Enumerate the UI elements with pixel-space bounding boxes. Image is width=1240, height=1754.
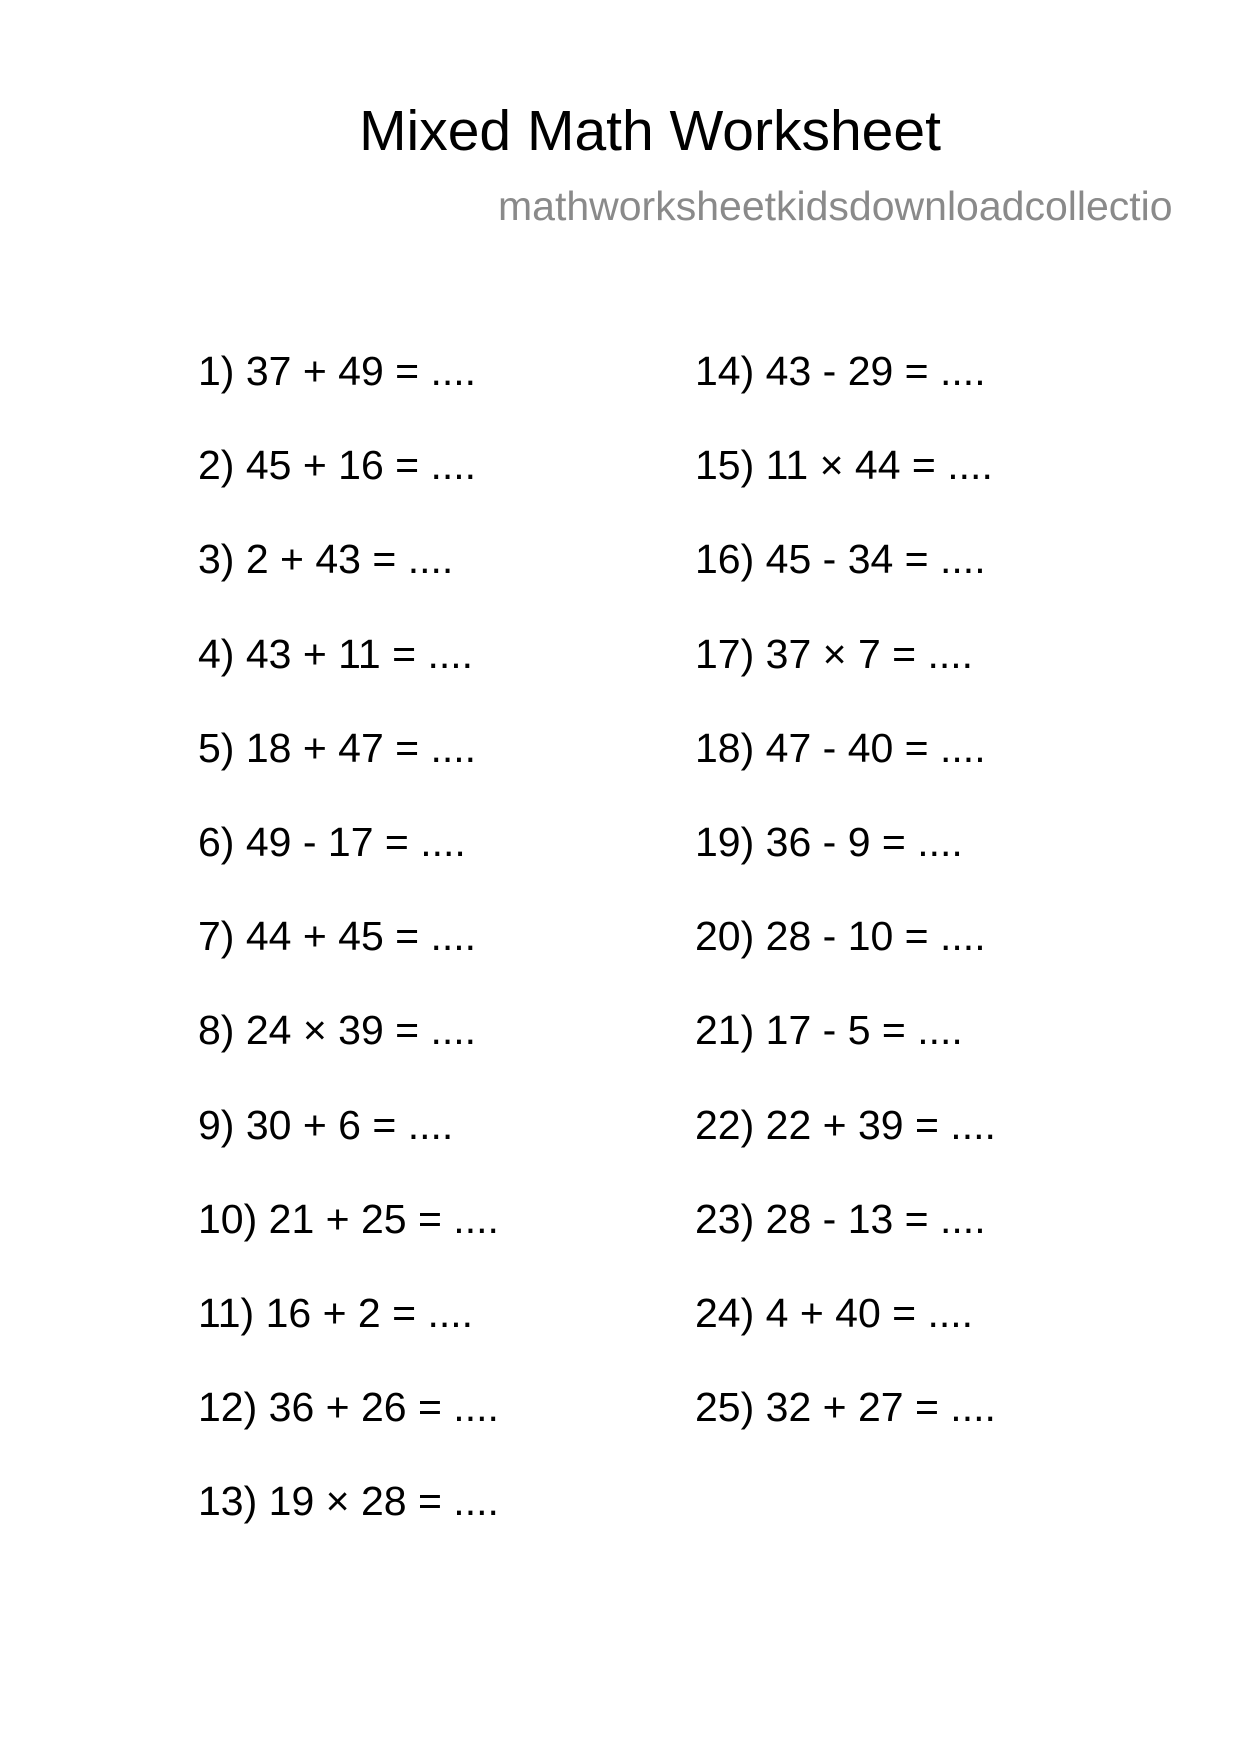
problem-3: 3) 2 + 43 = .... [198,536,454,583]
problem-10: 10) 21 + 25 = .... [198,1195,499,1242]
problem-9: 9) 30 + 6 = .... [198,1101,454,1148]
problem-17: 17) 37 × 7 = .... [695,630,974,677]
problem-4: 4) 43 + 11 = .... [198,630,474,677]
problem-1: 1) 37 + 49 = .... [198,348,477,394]
problem-11: 11) 16 + 2 = .... [198,1289,474,1336]
problem-2: 2) 45 + 16 = .... [198,442,477,489]
problem-8: 8) 24 × 39 = .... [198,1007,477,1054]
problem-5: 5) 18 + 47 = .... [198,724,477,771]
problem-14: 14) 43 - 29 = .... [695,348,986,394]
problem-13: 13) 19 × 28 = .... [198,1478,499,1525]
problem-15: 15) 11 × 44 = .... [695,442,993,489]
problem-20: 20) 28 - 10 = .... [695,913,986,960]
problem-25: 25) 32 + 27 = .... [695,1384,996,1431]
problem-column-right [695,346,996,1476]
problem-7: 7) 44 + 45 = .... [198,913,477,960]
problem-16: 16) 45 - 34 = .... [695,536,986,583]
problem-6: 6) 49 - 17 = .... [198,818,466,865]
problem-18: 18) 47 - 40 = .... [695,724,986,771]
problem-column-left [198,346,499,1570]
problem-22: 22) 22 + 39 = .... [695,1101,996,1148]
problem-24: 24) 4 + 40 = .... [695,1289,974,1336]
problem-19: 19) 36 - 9 = .... [695,818,963,865]
problem-23: 23) 28 - 13 = .... [695,1195,986,1242]
worksheet-title: Mixed Math Worksheet [359,99,941,163]
problem-21: 21) 17 - 5 = .... [695,1007,963,1054]
problem-12: 12) 36 + 26 = .... [198,1384,499,1431]
worksheet-source-url: mathworksheetkidsdownloadcollectio [498,183,1173,229]
